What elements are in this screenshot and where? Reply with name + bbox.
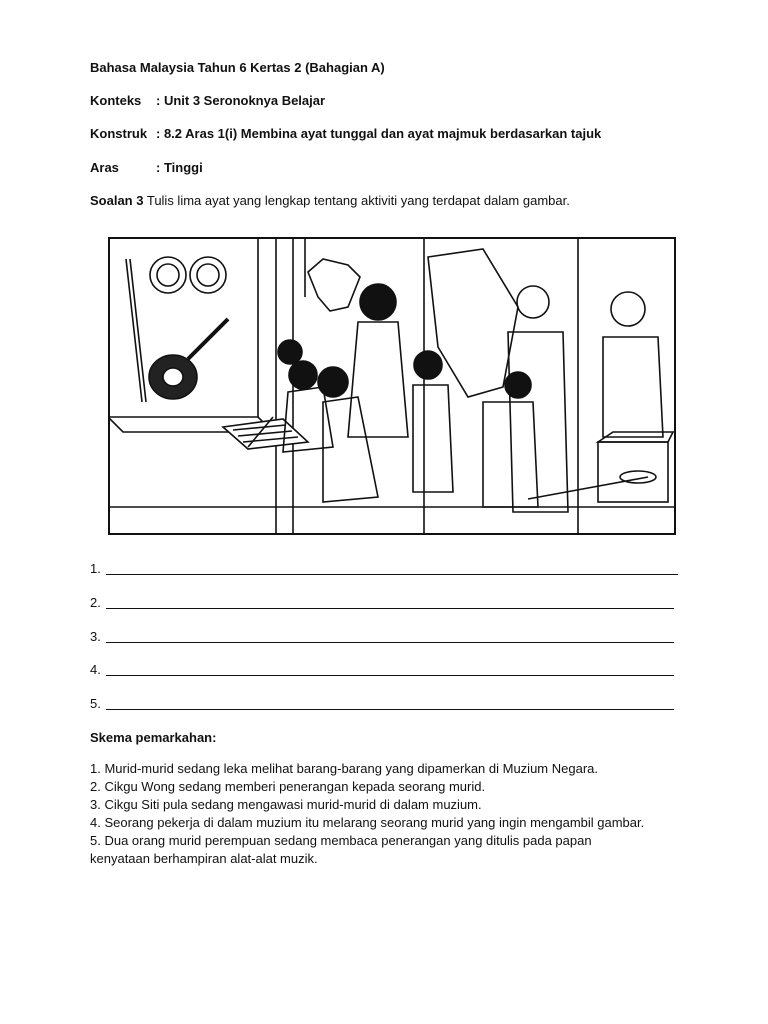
question-text: Tulis lima ayat yang lengkap tentang aktiviti yang terdapat dalam gambar. (146, 193, 570, 208)
konteks-row (90, 93, 325, 109)
scheme-item: 4. Seorang pekerja di dalam muzium itu melarang seorang murid yang ingin mengambil gambar. (90, 815, 645, 830)
museum-illustration (108, 237, 676, 535)
question-row (90, 193, 570, 209)
konstruk-value: : 8.2 Aras 1(i) Membina ayat tunggal dan ayat majmuk berdasarkan tajuk (156, 126, 602, 141)
scheme-item: 1. Murid-murid sedang leka melihat barang-barang yang dipamerkan di Muzium Negara. (90, 761, 598, 776)
scheme-item: 2. Cikgu Wong sedang memberi penerangan kepada seorang murid. (90, 779, 486, 794)
answer-number: 3. (90, 629, 101, 644)
aras-row (90, 160, 203, 176)
worksheet-title: Bahasa Malaysia Tahun 6 Kertas 2 (Bahagian A) (90, 60, 385, 75)
konstruk-label: Konstruk (90, 126, 148, 141)
answer-number: 1. (90, 561, 101, 576)
question-label: Soalan 3 (90, 193, 144, 208)
scheme-item: kenyataan berhampiran alat-alat muzik. (90, 851, 318, 866)
answer-number: 5. (90, 696, 101, 711)
aras-label: Aras (90, 160, 119, 175)
konstruk-row (90, 126, 601, 142)
marking-scheme (90, 760, 710, 868)
answer-number: 2. (90, 595, 101, 610)
konteks-value: : Unit 3 Seronoknya Belajar (156, 93, 326, 108)
konteks-label: Konteks (90, 93, 142, 108)
scheme-item: 5. Dua orang murid perempuan sedang membaca penerangan yang ditulis pada papan (90, 833, 592, 848)
aras-value: : Tinggi (156, 160, 203, 175)
scheme-item: 3. Cikgu Siti pula sedang mengawasi murid-murid di dalam muzium. (90, 797, 482, 812)
scheme-title: Skema pemarkahan: (90, 730, 217, 745)
answer-number: 4. (90, 662, 101, 677)
